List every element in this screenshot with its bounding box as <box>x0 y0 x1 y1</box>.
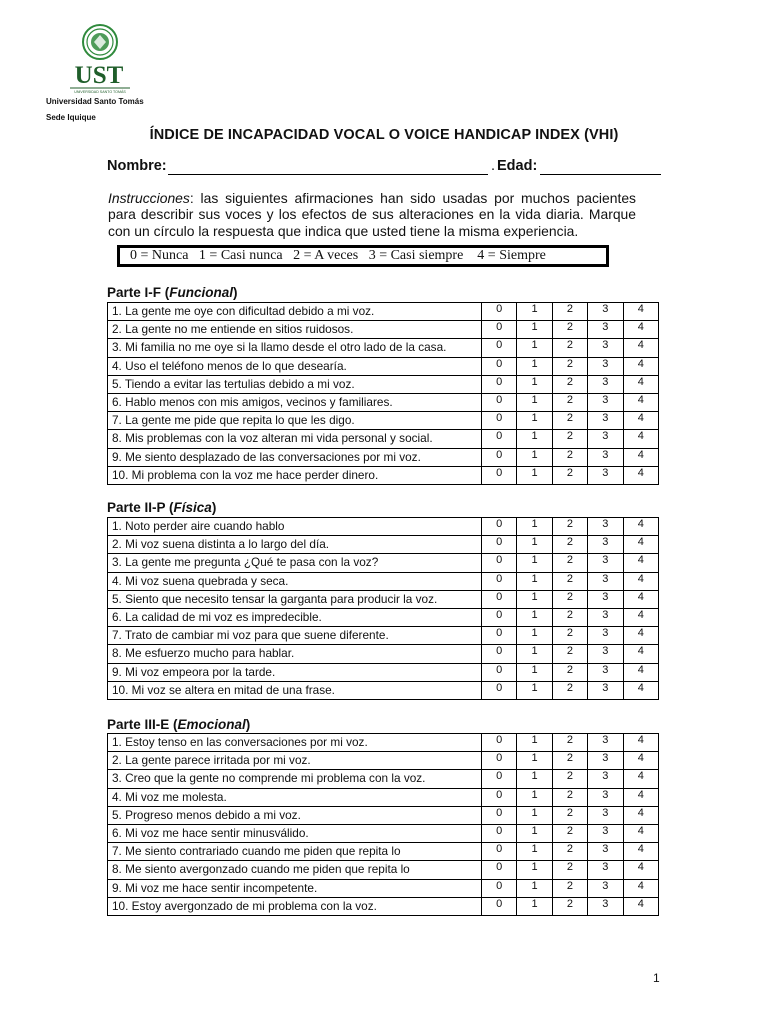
table-row <box>108 339 659 357</box>
rating-option[interactable]: 3 <box>588 645 623 663</box>
part-heading-suffix: ) <box>211 500 217 515</box>
rating-option[interactable]: 4 <box>623 788 658 806</box>
rating-option[interactable]: 0 <box>482 770 517 788</box>
part-heading-fisica <box>107 500 216 515</box>
rating-option[interactable]: 1 <box>517 824 552 842</box>
rating-option[interactable]: 2 <box>552 393 587 411</box>
part-heading-emocional <box>107 717 250 732</box>
rating-option[interactable]: 4 <box>623 412 658 430</box>
rating-option[interactable]: 2 <box>552 321 587 339</box>
rating-option[interactable]: 4 <box>623 663 658 681</box>
name-field[interactable] <box>168 174 488 175</box>
question-text: 10. Mi problema con la voz me hace perder dinero. <box>108 466 482 484</box>
question-text: 9. Mi voz me hace sentir incompetente. <box>108 879 482 897</box>
table-row <box>108 448 659 466</box>
table-part-fisica <box>107 517 659 700</box>
part-heading-name: Emocional <box>177 717 246 732</box>
rating-option[interactable]: 1 <box>517 590 552 608</box>
question-text: 8. Me siento avergonzado cuando me piden que repita lo <box>108 861 482 879</box>
rating-option[interactable]: 3 <box>588 393 623 411</box>
rating-option[interactable]: 4 <box>623 608 658 626</box>
university-seal-icon <box>83 25 117 59</box>
age-label: Edad: <box>497 158 538 174</box>
rating-option[interactable]: 3 <box>588 448 623 466</box>
rating-option[interactable]: 1 <box>517 321 552 339</box>
table-row <box>108 824 659 842</box>
part-heading-name: Funcional <box>169 285 234 300</box>
rating-option[interactable]: 2 <box>552 843 587 861</box>
rating-scale-legend: 0 = Nunca 1 = Casi nunca 2 = A veces 3 = Casi siempre 4 = Siempre <box>117 245 609 267</box>
table-row <box>108 590 659 608</box>
rating-option[interactable]: 2 <box>552 645 587 663</box>
rating-option[interactable]: 3 <box>588 879 623 897</box>
rating-option[interactable]: 0 <box>482 897 517 915</box>
rating-option[interactable]: 0 <box>482 339 517 357</box>
rating-option[interactable]: 4 <box>623 627 658 645</box>
rating-option[interactable]: 3 <box>588 339 623 357</box>
rating-option[interactable]: 2 <box>552 339 587 357</box>
part-heading-suffix: ) <box>233 285 238 300</box>
rating-option[interactable]: 1 <box>517 448 552 466</box>
rating-option[interactable]: 4 <box>623 466 658 484</box>
rating-option[interactable]: 3 <box>588 788 623 806</box>
question-text: 5. Progreso menos debido a mi voz. <box>108 806 482 824</box>
rating-option[interactable]: 2 <box>552 752 587 770</box>
question-text: 10. Estoy avergonzado de mi problema con la voz. <box>108 897 482 915</box>
rating-option[interactable]: 3 <box>588 627 623 645</box>
rating-option[interactable]: 0 <box>482 518 517 536</box>
part-heading-prefix: Parte III-E ( <box>107 717 178 732</box>
instructions <box>108 190 636 239</box>
rating-option[interactable]: 3 <box>588 554 623 572</box>
rating-option[interactable]: 4 <box>623 518 658 536</box>
rating-option[interactable]: 4 <box>623 681 658 699</box>
table-row <box>108 897 659 915</box>
page-number: 1 <box>653 971 660 985</box>
rating-option[interactable]: 0 <box>482 375 517 393</box>
table-row <box>108 843 659 861</box>
rating-option[interactable]: 1 <box>517 303 552 321</box>
rating-option[interactable]: 4 <box>623 734 658 752</box>
logo-subtext: UNIVERSIDAD SANTO TOMÁS <box>74 90 126 94</box>
rating-option[interactable]: 0 <box>482 466 517 484</box>
rating-option[interactable]: 2 <box>552 466 587 484</box>
rating-option[interactable]: 2 <box>552 590 587 608</box>
rating-option[interactable]: 3 <box>588 466 623 484</box>
table-row <box>108 430 659 448</box>
rating-option[interactable]: 3 <box>588 430 623 448</box>
rating-option[interactable]: 4 <box>623 339 658 357</box>
rating-option[interactable]: 2 <box>552 572 587 590</box>
rating-option[interactable]: 1 <box>517 752 552 770</box>
rating-option[interactable]: 0 <box>482 536 517 554</box>
rating-option[interactable]: 0 <box>482 861 517 879</box>
table-part-funcional <box>107 302 659 485</box>
rating-option[interactable]: 3 <box>588 770 623 788</box>
part-heading-funcional <box>107 285 238 300</box>
question-text: 7. Me siento contrariado cuando me piden que repita lo <box>108 843 482 861</box>
rating-option[interactable]: 4 <box>623 393 658 411</box>
table-row <box>108 518 659 536</box>
rating-option[interactable]: 3 <box>588 663 623 681</box>
rating-option[interactable]: 3 <box>588 752 623 770</box>
rating-option[interactable]: 2 <box>552 681 587 699</box>
table-row <box>108 806 659 824</box>
rating-option[interactable]: 1 <box>517 788 552 806</box>
rating-option[interactable]: 0 <box>482 608 517 626</box>
question-text: 9. Me siento desplazado de las conversaciones por mi voz. <box>108 448 482 466</box>
name-label: Nombre: <box>107 158 167 174</box>
table-row <box>108 412 659 430</box>
question-text: 3. Creo que la gente no comprende mi problema con la voz. <box>108 770 482 788</box>
table-row <box>108 536 659 554</box>
table-row <box>108 645 659 663</box>
question-text: 2. La gente no me entiende en sitios ruidosos. <box>108 321 482 339</box>
rating-option[interactable]: 0 <box>482 627 517 645</box>
rating-option[interactable]: 2 <box>552 375 587 393</box>
rating-option[interactable]: 3 <box>588 412 623 430</box>
rating-option[interactable]: 4 <box>623 536 658 554</box>
question-text: 3. Mi familia no me oye si la llamo desde el otro lado de la casa. <box>108 339 482 357</box>
rating-option[interactable]: 1 <box>517 393 552 411</box>
rating-option[interactable]: 1 <box>517 518 552 536</box>
rating-option[interactable]: 3 <box>588 681 623 699</box>
question-text: 6. La calidad de mi voz es impredecible. <box>108 608 482 626</box>
question-text: 8. Me esfuerzo mucho para hablar. <box>108 645 482 663</box>
rating-option[interactable]: 0 <box>482 879 517 897</box>
rating-option[interactable]: 1 <box>517 608 552 626</box>
question-text: 1. Estoy tenso en las conversaciones por mi voz. <box>108 734 482 752</box>
question-text: 2. La gente parece irritada por mi voz. <box>108 752 482 770</box>
rating-option[interactable]: 2 <box>552 448 587 466</box>
rating-option[interactable]: 4 <box>623 806 658 824</box>
rating-option[interactable]: 2 <box>552 824 587 842</box>
part-heading-prefix: Parte II-P ( <box>107 500 174 515</box>
rating-option[interactable]: 0 <box>482 681 517 699</box>
rating-option[interactable]: 2 <box>552 734 587 752</box>
rating-option[interactable]: 0 <box>482 734 517 752</box>
question-text: 10. Mi voz se altera en mitad de una frase. <box>108 681 482 699</box>
question-text: 3. La gente me pregunta ¿Qué te pasa con la voz? <box>108 554 482 572</box>
rating-option[interactable]: 2 <box>552 536 587 554</box>
rating-option[interactable]: 3 <box>588 734 623 752</box>
rating-option[interactable]: 1 <box>517 645 552 663</box>
rating-option[interactable]: 2 <box>552 627 587 645</box>
table-row <box>108 572 659 590</box>
rating-option[interactable]: 4 <box>623 375 658 393</box>
table-row <box>108 663 659 681</box>
rating-option[interactable]: 1 <box>517 627 552 645</box>
rating-option[interactable]: 1 <box>517 572 552 590</box>
rating-option[interactable]: 0 <box>482 412 517 430</box>
rating-option[interactable]: 2 <box>552 430 587 448</box>
rating-option[interactable]: 2 <box>552 357 587 375</box>
table-row <box>108 321 659 339</box>
rating-option[interactable]: 3 <box>588 608 623 626</box>
age-field[interactable] <box>540 174 661 175</box>
rating-option[interactable]: 2 <box>552 897 587 915</box>
part-heading-suffix: ) <box>245 717 251 732</box>
question-text: 1. La gente me oye con dificultad debido a mi voz. <box>108 303 482 321</box>
rating-option[interactable]: 1 <box>517 843 552 861</box>
table-row <box>108 554 659 572</box>
table-row <box>108 608 659 626</box>
rating-option[interactable]: 0 <box>482 843 517 861</box>
table-row <box>108 788 659 806</box>
rating-option[interactable]: 4 <box>623 861 658 879</box>
rating-option[interactable]: 4 <box>623 824 658 842</box>
rating-option[interactable]: 0 <box>482 357 517 375</box>
rating-option[interactable]: 1 <box>517 430 552 448</box>
rating-option[interactable]: 0 <box>482 303 517 321</box>
rating-option[interactable]: 4 <box>623 554 658 572</box>
rating-option[interactable]: 2 <box>552 554 587 572</box>
question-text: 4. Mi voz me molesta. <box>108 788 482 806</box>
rating-option[interactable]: 4 <box>623 879 658 897</box>
table-part-emocional <box>107 733 659 916</box>
rating-option[interactable]: 4 <box>623 430 658 448</box>
rating-option[interactable]: 0 <box>482 788 517 806</box>
rating-option[interactable]: 4 <box>623 448 658 466</box>
table-row <box>108 466 659 484</box>
rating-option[interactable]: 1 <box>517 897 552 915</box>
rating-option[interactable]: 1 <box>517 466 552 484</box>
rating-option[interactable]: 3 <box>588 357 623 375</box>
rating-option[interactable]: 0 <box>482 590 517 608</box>
table-row <box>108 770 659 788</box>
rating-option[interactable]: 3 <box>588 321 623 339</box>
rating-option[interactable]: 1 <box>517 734 552 752</box>
question-text: 8. Mis problemas con la voz alteran mi vida personal y social. <box>108 430 482 448</box>
table-row <box>108 861 659 879</box>
rating-option[interactable]: 3 <box>588 375 623 393</box>
rating-option[interactable]: 3 <box>588 572 623 590</box>
rating-option[interactable]: 1 <box>517 879 552 897</box>
rating-option[interactable]: 2 <box>552 861 587 879</box>
rating-option[interactable]: 3 <box>588 303 623 321</box>
table-row <box>108 357 659 375</box>
rating-option[interactable]: 0 <box>482 572 517 590</box>
rating-option[interactable]: 4 <box>623 752 658 770</box>
document-title: ÍNDICE DE INCAPACIDAD VOCAL O VOICE HANDICAP INDEX (VHI) <box>149 127 619 143</box>
rating-option[interactable]: 0 <box>482 752 517 770</box>
question-text: 7. La gente me pide que repita lo que les digo. <box>108 412 482 430</box>
rating-option[interactable]: 2 <box>552 412 587 430</box>
rating-option[interactable]: 2 <box>552 303 587 321</box>
table-row <box>108 303 659 321</box>
rating-option[interactable]: 0 <box>482 824 517 842</box>
question-text: 6. Hablo menos con mis amigos, vecinos y familiares. <box>108 393 482 411</box>
question-text: 4. Mi voz suena quebrada y seca. <box>108 572 482 590</box>
rating-option[interactable]: 4 <box>623 357 658 375</box>
rating-option[interactable]: 2 <box>552 879 587 897</box>
question-text: 5. Tiendo a evitar las tertulias debido a mi voz. <box>108 375 482 393</box>
rating-option[interactable]: 1 <box>517 375 552 393</box>
rating-option[interactable]: 1 <box>517 681 552 699</box>
rating-option[interactable]: 0 <box>482 430 517 448</box>
rating-option[interactable]: 4 <box>623 321 658 339</box>
table-row <box>108 752 659 770</box>
name-separator: . <box>491 158 496 174</box>
rating-option[interactable]: 0 <box>482 393 517 411</box>
rating-option[interactable]: 3 <box>588 806 623 824</box>
rating-option[interactable]: 3 <box>588 590 623 608</box>
rating-option[interactable]: 0 <box>482 645 517 663</box>
rating-option[interactable]: 2 <box>552 608 587 626</box>
question-text: 2. Mi voz suena distinta a lo largo del día. <box>108 536 482 554</box>
table-row <box>108 375 659 393</box>
rating-option[interactable]: 3 <box>588 861 623 879</box>
campus-name: Sede Iquique <box>46 113 96 122</box>
rating-option[interactable]: 4 <box>623 843 658 861</box>
instructions-lead: Instrucciones <box>108 190 190 206</box>
rating-option[interactable]: 1 <box>517 806 552 824</box>
rating-option[interactable]: 3 <box>588 843 623 861</box>
rating-option[interactable]: 1 <box>517 554 552 572</box>
instructions-text: : las siguientes afirmaciones han sido usadas por muchos pacientes para describir sus voces y los efectos de sus alteraciones en la vida diaria. Marque con un círculo la respuesta que indica que usted tiene la misma experiencia. <box>108 190 636 239</box>
rating-option[interactable]: 4 <box>623 590 658 608</box>
question-text: 9. Mi voz empeora por la tarde. <box>108 663 482 681</box>
rating-option[interactable]: 2 <box>552 788 587 806</box>
rating-option[interactable]: 1 <box>517 357 552 375</box>
table-row <box>108 393 659 411</box>
rating-option[interactable]: 1 <box>517 770 552 788</box>
rating-option[interactable]: 3 <box>588 536 623 554</box>
rating-option[interactable]: 1 <box>517 412 552 430</box>
rating-option[interactable]: 0 <box>482 663 517 681</box>
rating-option[interactable]: 0 <box>482 448 517 466</box>
question-text: 7. Trato de cambiar mi voz para que suene diferente. <box>108 627 482 645</box>
rating-option[interactable]: 1 <box>517 536 552 554</box>
university-name: Universidad Santo Tomás <box>46 97 144 106</box>
rating-option[interactable]: 2 <box>552 518 587 536</box>
rating-option[interactable]: 0 <box>482 321 517 339</box>
rating-option[interactable]: 2 <box>552 663 587 681</box>
rating-option[interactable]: 4 <box>623 572 658 590</box>
question-text: 4. Uso el teléfono menos de lo que desearía. <box>108 357 482 375</box>
table-row <box>108 627 659 645</box>
rating-option[interactable]: 4 <box>623 770 658 788</box>
table-row <box>108 879 659 897</box>
rating-option[interactable]: 4 <box>623 645 658 663</box>
part-heading-name: Física <box>173 500 212 515</box>
rating-option[interactable]: 1 <box>517 339 552 357</box>
table-row <box>108 734 659 752</box>
rating-option[interactable]: 1 <box>517 663 552 681</box>
rating-option[interactable]: 2 <box>552 806 587 824</box>
rating-option[interactable]: 3 <box>588 897 623 915</box>
logo-text: UST <box>74 62 124 89</box>
rating-option[interactable]: 0 <box>482 806 517 824</box>
question-text: 1. Noto perder aire cuando hablo <box>108 518 482 536</box>
rating-option[interactable]: 1 <box>517 861 552 879</box>
rating-option[interactable]: 4 <box>623 897 658 915</box>
rating-option[interactable]: 4 <box>623 303 658 321</box>
rating-option[interactable]: 0 <box>482 554 517 572</box>
question-text: 6. Mi voz me hace sentir minusválido. <box>108 824 482 842</box>
rating-option[interactable]: 3 <box>588 824 623 842</box>
part-heading-prefix: Parte I-F ( <box>107 285 170 300</box>
rating-option[interactable]: 2 <box>552 770 587 788</box>
rating-option[interactable]: 3 <box>588 518 623 536</box>
question-text: 5. Siento que necesito tensar la garganta para producir la voz. <box>108 590 482 608</box>
table-row <box>108 681 659 699</box>
